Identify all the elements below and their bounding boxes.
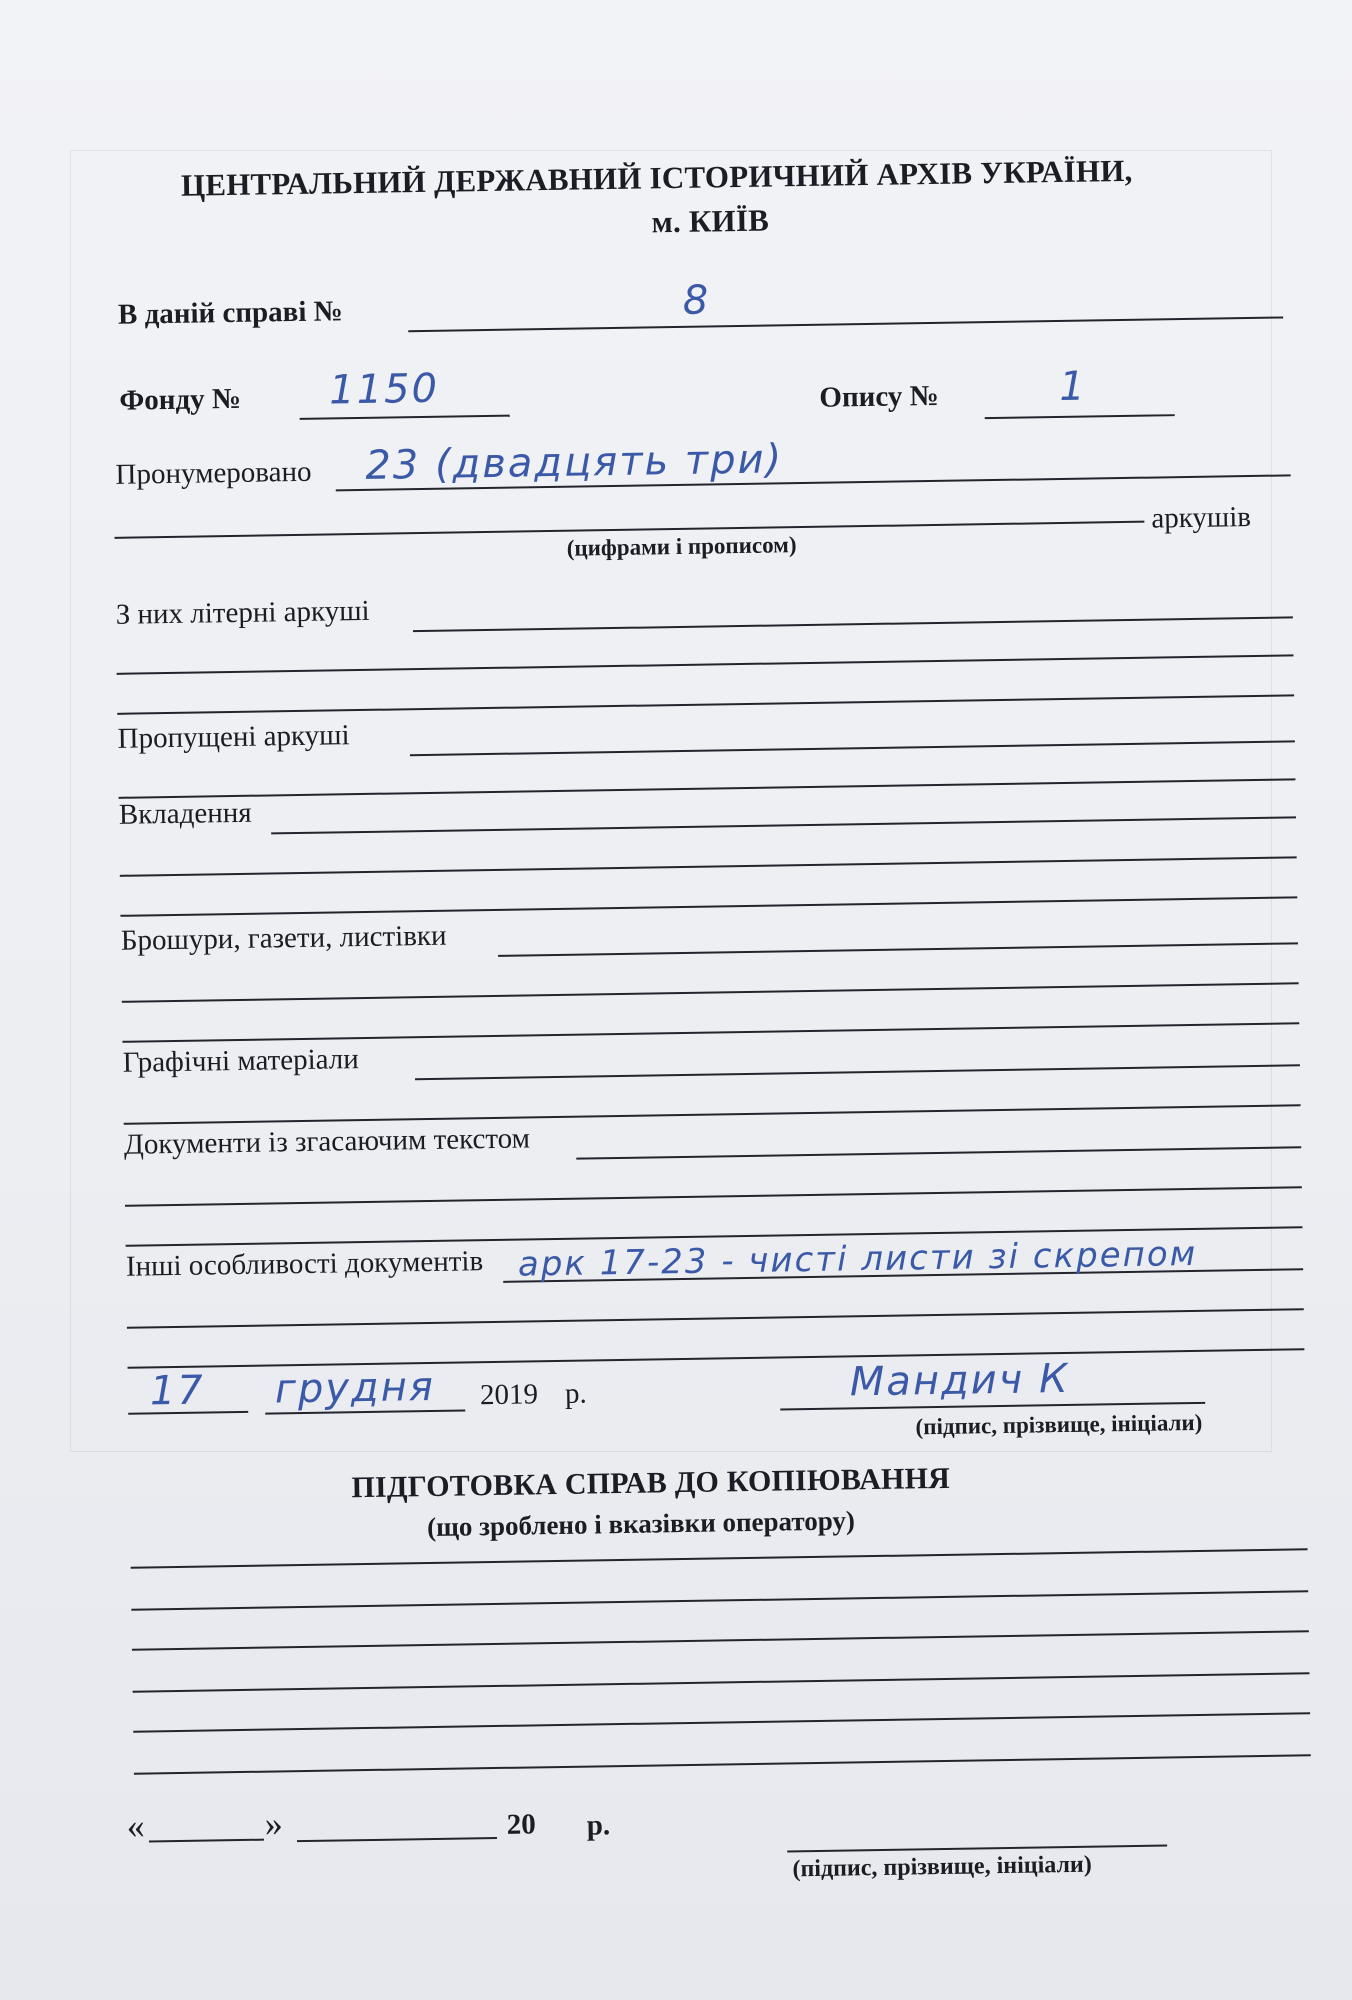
- date-month: грудня: [274, 1363, 436, 1413]
- date-year-suffix: р.: [564, 1377, 587, 1410]
- opys-line: [985, 414, 1175, 419]
- case-number-line: [408, 316, 1283, 332]
- attachments-line-3: [120, 896, 1297, 916]
- date-day: 17: [149, 1367, 206, 1415]
- footer-day-line: [149, 1839, 264, 1843]
- footer-year-suffix: р.: [586, 1809, 611, 1842]
- numbered-value: 23 (двадцять три): [365, 436, 784, 489]
- archive-case-sheet: [60, 110, 1319, 1989]
- prep-line-5: [133, 1712, 1310, 1732]
- archive-city: м. КИЇВ: [651, 202, 770, 240]
- brochures-line-3: [122, 1022, 1299, 1042]
- numbered-unit: аркушів: [1151, 501, 1252, 535]
- archive-title: ЦЕНТРАЛЬНИЙ ДЕРЖАВНИЙ ІСТОРИЧНИЙ АРХІВ УКРАЇНИ,: [180, 152, 1133, 203]
- prep-line-2: [131, 1590, 1308, 1610]
- fading-text-line-2: [125, 1186, 1302, 1206]
- missing-sheets-line-1: [410, 740, 1295, 756]
- prep-line-3: [132, 1630, 1309, 1650]
- prep-line-4: [133, 1672, 1310, 1692]
- brochures-line-2: [122, 982, 1299, 1002]
- fading-text-line-1: [576, 1146, 1301, 1159]
- prep-line-6: [134, 1754, 1311, 1774]
- other-features-line-2: [127, 1308, 1304, 1328]
- letter-sheets-line-2: [117, 654, 1294, 674]
- opys-label: Опису №: [819, 379, 939, 414]
- footer-year-prefix: 20: [506, 1808, 537, 1841]
- opys-value: 1: [1058, 363, 1088, 410]
- numbered-label: Пронумеровано: [115, 455, 312, 491]
- letter-sheets-label: З них літерні аркуші: [115, 594, 370, 631]
- fading-text-label: Документи із згасаючим текстом: [123, 1122, 531, 1161]
- prep-title: ПІДГОТОВКА СПРАВ ДО КОПІЮВАННЯ: [351, 1461, 951, 1505]
- numbered-caption: (цифрами і прописом): [566, 532, 797, 561]
- case-number-value: 8: [682, 277, 711, 324]
- footer-month-line: [297, 1837, 497, 1842]
- letter-sheets-line-1: [413, 616, 1293, 632]
- fond-line: [300, 415, 510, 420]
- footer-signature-caption: (підпис, прізвище, ініціали): [792, 1851, 1092, 1883]
- case-number-label: В даній справі №: [117, 295, 344, 331]
- graphic-label: Графічні матеріали: [122, 1043, 360, 1079]
- attachments-label: Вкладення: [118, 796, 252, 831]
- missing-sheets-line-2: [119, 778, 1296, 798]
- fond-value: 1150: [328, 365, 440, 414]
- prep-line-1: [131, 1548, 1308, 1568]
- missing-sheets-label: Пропущені аркуші: [117, 719, 350, 755]
- fond-label: Фонду №: [119, 382, 242, 417]
- brochures-line-1: [498, 942, 1298, 957]
- brochures-label: Брошури, газети, листівки: [120, 919, 447, 957]
- footer-signature-line: [787, 1844, 1167, 1852]
- other-features-label: Інші особливості документів: [125, 1245, 484, 1283]
- graphic-line-1: [415, 1064, 1300, 1080]
- footer-quote-close: »: [264, 1803, 284, 1844]
- signature-caption: (підпис, прізвище, ініціали): [915, 1409, 1203, 1440]
- graphic-line-2: [124, 1104, 1301, 1124]
- date-year: 2019: [479, 1378, 539, 1412]
- other-features-value: арк 17-23 - чисті листи зі скрепом: [517, 1233, 1198, 1285]
- attachments-line-1: [271, 816, 1296, 834]
- letter-sheets-line-3: [117, 694, 1294, 714]
- prep-subtitle: (що зроблено і вказівки оператору): [426, 1505, 856, 1543]
- attachments-line-2: [120, 856, 1297, 876]
- signature-handwritten: Мандич К: [849, 1355, 1070, 1406]
- footer-quote-open: «: [126, 1805, 146, 1846]
